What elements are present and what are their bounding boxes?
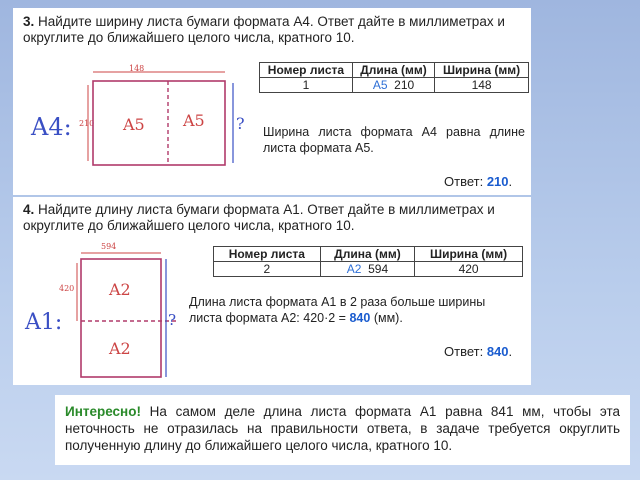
task-3-table [259, 62, 529, 93]
length-dim-value: 210 [79, 119, 95, 128]
task-4-text: Найдите длину листа бумаги формата А1. Ответ дайте в миллиметрах и округлите до ближайшего целого числа, кратного 10. [23, 202, 495, 233]
unknown-mark: ? [236, 114, 245, 133]
row-length [320, 262, 415, 277]
col-number-header: Номер листа [260, 63, 353, 78]
task-3-card [13, 8, 531, 195]
task-4-answer [444, 344, 512, 359]
answer-end: . [508, 174, 513, 189]
width-dim-value: 148 [129, 64, 145, 73]
unknown-mark: ? [168, 311, 177, 329]
a1-figure [13, 241, 213, 381]
a1-label: A1: [25, 310, 63, 335]
a1-sheet [81, 259, 161, 377]
answer-value: 840 [486, 344, 509, 359]
note-line-2 [189, 310, 524, 326]
task-3-note: Ширина листа формата А4 равна длине листа формата А5. [263, 125, 525, 155]
col-length-header: Длина (мм) [320, 247, 415, 262]
task-4-card [13, 197, 531, 385]
task-4-note [189, 294, 524, 326]
col-width-header: Ширина (мм) [415, 247, 523, 262]
answer-label: Ответ: [444, 174, 484, 189]
row-width: 420 [415, 262, 523, 277]
task-3-text: Найдите ширину листа бумаги формата А4. Ответ дайте в миллиметрах и округлите до ближайшего целого числа, кратного 10. [23, 14, 505, 45]
row-format: A2 [346, 262, 362, 276]
row-length [352, 78, 434, 93]
interesting-label: Интересно! [65, 404, 141, 419]
row-length-value: 594 [368, 262, 389, 276]
row-format: A5 [372, 78, 388, 92]
a5-left-label: A5 [123, 115, 145, 134]
col-length-header: Длина (мм) [352, 63, 434, 78]
row-width: 148 [435, 78, 529, 93]
a4-sheet [93, 81, 225, 165]
table-row [260, 78, 529, 93]
task-4-table [213, 246, 523, 277]
answer-label: Ответ: [444, 344, 484, 359]
col-number-header: Номер листа [214, 247, 321, 262]
task-3-number: 3. [23, 14, 35, 29]
a4-label: A4: [31, 113, 72, 141]
task-4-question [23, 202, 528, 234]
row-number: 1 [260, 78, 353, 93]
a2-bottom-label: A2 [109, 339, 131, 358]
a5-right-label: A5 [183, 111, 205, 130]
row-length-value: 210 [394, 78, 415, 92]
width-dim-value: 594 [101, 242, 117, 251]
interesting-text-block [65, 403, 620, 454]
note-line-1: Длина листа формата А1 в 2 раза больше ширины [189, 295, 486, 309]
a4-figure [13, 63, 263, 173]
note-unit: (мм). [373, 311, 403, 325]
interesting-text: На самом деле длина листа формата А1 равна 841 мм, чтобы эта неточность не отразилась на правильности ответа, в задаче требуется округлить полученную длину до ближайшего целого числа, кратного 10. [65, 404, 620, 453]
length-dim-value: 420 [59, 284, 75, 293]
answer-end: . [508, 344, 513, 359]
task-3-answer [444, 174, 512, 189]
table-row [214, 262, 523, 277]
task-3-question [23, 14, 528, 46]
row-number: 2 [214, 262, 321, 277]
col-width-header: Ширина (мм) [435, 63, 529, 78]
note-value: 840 [349, 311, 371, 325]
interesting-card [55, 395, 630, 465]
answer-value: 210 [486, 174, 509, 189]
note-calc: листа формата А2: 420·2 = [189, 311, 346, 325]
task-4-number: 4. [23, 202, 35, 217]
a2-top-label: A2 [109, 280, 131, 299]
